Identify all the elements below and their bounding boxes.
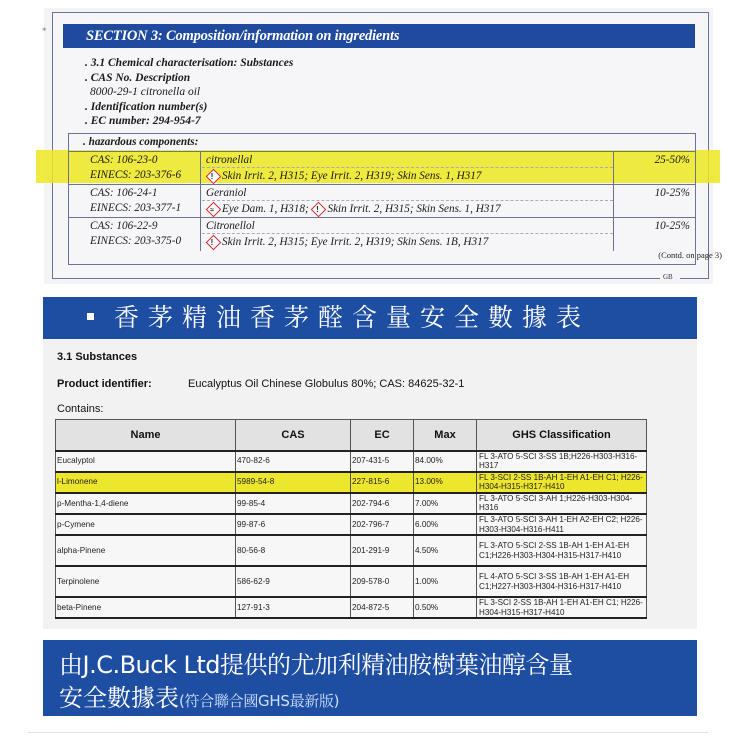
- classification-text: Skin Irrit. 2, H315; Skin Sens. 1, H317: [327, 203, 501, 215]
- cell-max: 1.00%: [414, 566, 477, 597]
- column-header-cas: CAS: [236, 420, 351, 451]
- table-row: [56, 597, 647, 618]
- cell-cas: 99-87-6: [236, 514, 351, 535]
- hazard-row-geraniol: [69, 184, 695, 217]
- cell-name: Eucalyptol: [56, 451, 236, 472]
- cas-number: CAS: 106-23-0: [90, 154, 158, 166]
- table-row: [56, 493, 647, 514]
- cell-name: p-Cymene: [56, 514, 236, 535]
- eucalyptus-safety-banner: [43, 640, 697, 716]
- cell-ec: 204-872-5: [351, 597, 414, 618]
- banner-title: 香茅精油香茅醛含量安全數據表: [114, 303, 591, 332]
- cell-max: 4.50%: [414, 535, 477, 566]
- product-identifier-value: Eucalyptus Oil Chinese Globulus 80%; CAS: 84625-32-1: [188, 378, 465, 390]
- cas-einecs-cell: [69, 185, 201, 218]
- classification-text: Skin Irrit. 2, H315; Eye Irrit. 2, H319; Skin Sens. 1B, H317: [222, 236, 489, 248]
- revision-asterisk: *: [42, 26, 47, 36]
- component-classification: [202, 234, 613, 251]
- cas-description-label: . CAS No. Description: [85, 71, 191, 84]
- cell-cas: 80-56-8: [236, 535, 351, 566]
- cas-einecs-cell: [69, 218, 201, 251]
- footer-gb-mark: GB: [663, 273, 673, 281]
- banner-line-2-main: 安全數據表: [59, 684, 179, 712]
- exclamation-icon: [206, 235, 218, 247]
- cell-ec: 202-796-7: [351, 514, 414, 535]
- cell-max: 84.00%: [414, 451, 477, 472]
- cell-name: beta-Pinene: [56, 597, 236, 618]
- ec-number-line: . EC number: 294-954-7: [85, 115, 201, 128]
- chemical-characterisation-line: . 3.1 Chemical characterisation: Substances: [85, 57, 294, 69]
- column-header-name: Name: [56, 420, 236, 451]
- cell-ec: 207-431-5: [351, 451, 414, 472]
- hazardous-components-table: [68, 133, 696, 265]
- cell-ghs: FL 3-ATO 5-SCI 3-AH 1;H226-H303-H304-H316: [477, 493, 647, 514]
- banner-line-2: [59, 678, 339, 713]
- cell-cas: 586-62-9: [236, 566, 351, 597]
- component-percent: 10-25%: [613, 218, 695, 251]
- cell-max: 6.00%: [414, 514, 477, 535]
- component-name: Citronellol: [202, 218, 613, 234]
- einecs-number: EINECS: 203-376-6: [90, 169, 182, 181]
- ingredients-table: [55, 419, 647, 619]
- cell-ec: 227-815-6: [351, 472, 414, 493]
- exclamation-icon: [206, 169, 218, 181]
- contains-label: Contains:: [57, 403, 104, 415]
- banner-line-2-sub: (符合聯合國GHS最新版): [179, 692, 340, 710]
- component-classification: [202, 201, 613, 218]
- banner-line-1: 由J.C.Buck Ltd提供的尤加利精油胺樹葉油醇含量: [59, 651, 573, 679]
- hazard-row-citronellol: [69, 217, 695, 250]
- substances-heading: 3.1 Substances: [57, 351, 138, 363]
- table-row: [56, 451, 647, 472]
- hazardous-components-title: . hazardous components:: [83, 136, 199, 148]
- table-row: [56, 566, 647, 597]
- cell-ghs: FL 3-SCI 2-SS 1B-AH 1-EH A1-EH C1; H226-H304-H315-H317-H410: [477, 597, 647, 618]
- table-header-row: [56, 420, 647, 451]
- cell-ghs: FL 3-ATO 5-SCI 3-SS 1B;H226-H303-H316-H317: [477, 451, 647, 472]
- corrosion-icon: [206, 202, 218, 214]
- cell-max: 13.00%: [414, 472, 477, 493]
- column-header-ec: EC: [351, 420, 414, 451]
- cell-ghs: FL 3-SCI 2-SS 1B-AH 1-EH A1-EH C1; H226-H304-H315-H317-H410: [477, 472, 647, 493]
- cell-name: alpha-Pinene: [56, 535, 236, 566]
- cell-ec: 209-578-0: [351, 566, 414, 597]
- cell-ec: 201-291-9: [351, 535, 414, 566]
- citronella-safety-banner: [43, 297, 697, 339]
- cell-cas: 470-82-6: [236, 451, 351, 472]
- cell-max: 7.00%: [414, 493, 477, 514]
- continued-note: (Contd. on page 3): [658, 250, 722, 260]
- component-name: citronellal: [202, 152, 613, 168]
- table-row: [56, 535, 647, 566]
- cell-cas: 127-91-3: [236, 597, 351, 618]
- component-percent: 10-25%: [613, 185, 695, 218]
- sds-frame-bottom-rule-right: [680, 278, 709, 279]
- table-row: [56, 514, 647, 535]
- einecs-number: EINECS: 203-377-1: [90, 202, 182, 214]
- sds-frame-bottom-rule: [52, 278, 660, 279]
- cell-name: p-Mentha-1,4-diene: [56, 493, 236, 514]
- cell-cas: 5989-54-8: [236, 472, 351, 493]
- hazard-row-citronellal: [69, 151, 695, 184]
- cas-number: CAS: 106-24-1: [90, 187, 158, 199]
- cell-ghs: FL 4-ATO 5-SCI 3-SS 1B-AH 1-EH A1-EH C1;H227-H303-H304-H316-H317-H410: [477, 566, 647, 597]
- substance-characterisation: [85, 56, 293, 129]
- classification-text: Skin Irrit. 2, H315; Eye Irrit. 2, H319; Skin Sens. 1, H317: [222, 170, 482, 182]
- product-identifier-label: Product identifier:: [57, 378, 152, 390]
- cell-name: Terpinolene: [56, 566, 236, 597]
- cell-ec: 202-794-6: [351, 493, 414, 514]
- component-classification: [202, 168, 613, 185]
- bottom-divider: [28, 732, 708, 733]
- identification-numbers-label: . Identification number(s): [85, 100, 208, 113]
- table-row-highlighted: [56, 472, 647, 493]
- cell-ghs: FL 3-ATO 5-SCI 2-SS 1B-AH 1-EH A1-EH C1;H226-H303-H304-H315-H317-H410: [477, 535, 647, 566]
- classification-text: Eye Dam. 1, H318;: [222, 203, 309, 215]
- einecs-number: EINECS: 203-375-0: [90, 235, 182, 247]
- component-percent: 25-50%: [613, 152, 695, 185]
- column-header-max: Max: [414, 420, 477, 451]
- cell-max: 0.50%: [414, 597, 477, 618]
- component-name: Geraniol: [202, 185, 613, 201]
- column-header-ghs: GHS Classification: [477, 420, 647, 451]
- section-3-header: SECTION 3: Composition/information on ingredients: [63, 24, 695, 48]
- cas-description-value: 8000-29-1 citronella oil: [90, 86, 201, 99]
- cell-cas: 99-85-4: [236, 493, 351, 514]
- cas-einecs-cell: [69, 152, 201, 185]
- cell-ghs: FL 3-ATO 5-SCI 3-AH 1-EH A2-EH C2; H226-H303-H304-H316-H411: [477, 514, 647, 535]
- square-bullet-icon: [87, 313, 94, 320]
- exclamation-icon: [311, 202, 323, 214]
- cell-name: l-Limonene: [56, 472, 236, 493]
- cas-number: CAS: 106-22-9: [90, 220, 158, 232]
